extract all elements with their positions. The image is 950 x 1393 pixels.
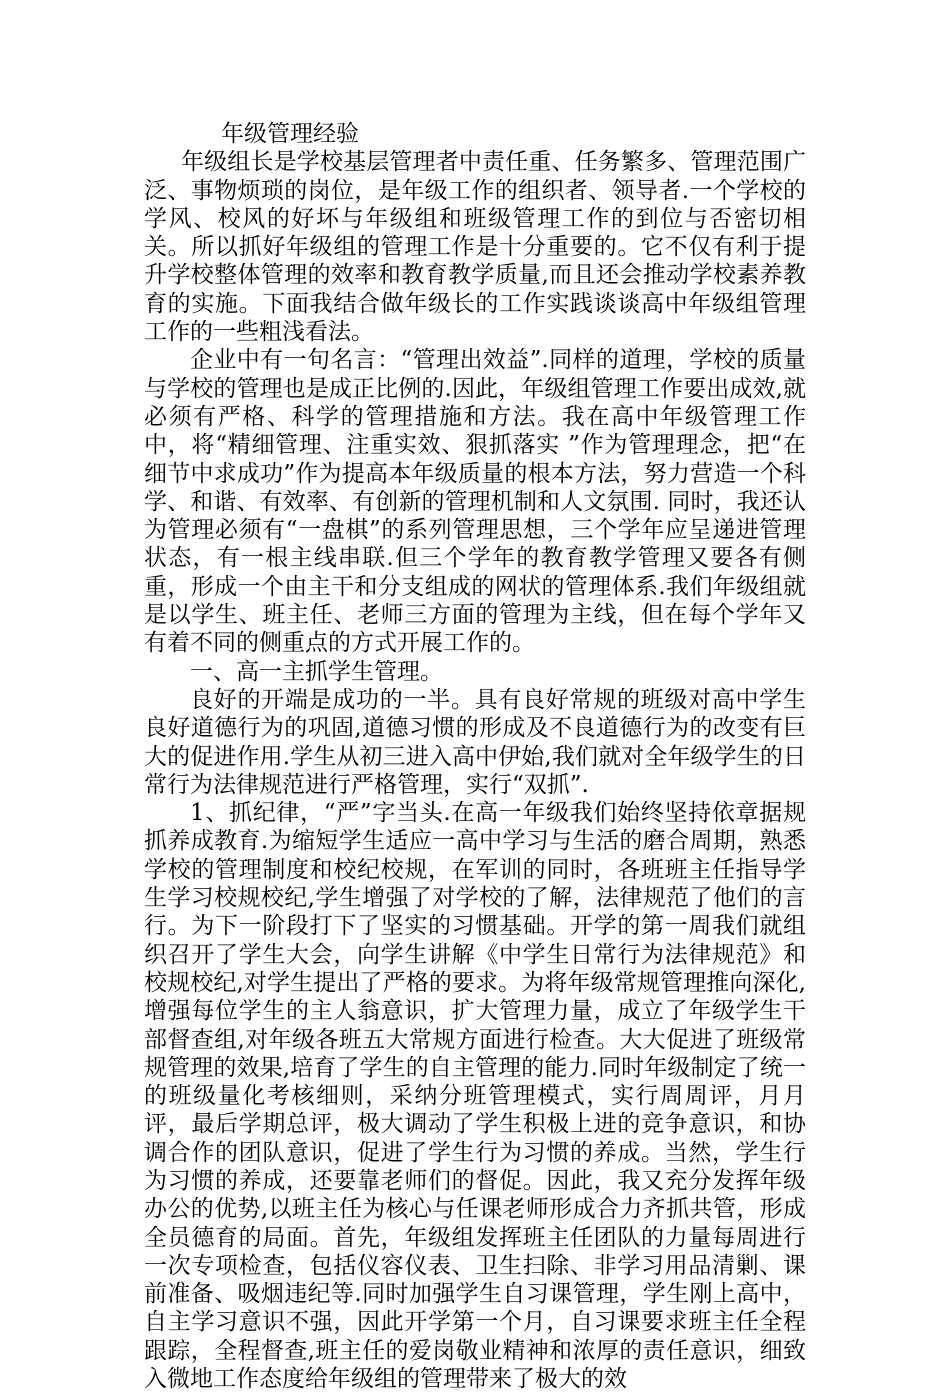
- document-page: [144, 120, 806, 1393]
- paragraph-management-philosophy: 企业中有一句名言：“管理出效益”.同样的道理，学校的质量与学校的管理也是成正比例的.因此，年级组管理工作要出成效,就必须有严格、科学的管理措施和方法。我在高中年级管理工作中，将“精细管理、注重实效、狠抓落实 ”作为管理理念，把“在细节中求成功”作为提高本年级质量的根本方法，努力营造一个科学、和谐、有效率、有创新的管理机制和人文氛围. 同时，我还认为管理必须有“一盘棋”的系列管理思想，三个学年应呈递进管理状态，有一根主线串联.但三个学年的教育教学管理又要各有侧重，形成一个由主干和分支组成的网状的管理体系.我们年级组就是以学生、班主任、老师三方面的管理为主线，但在每个学年又有着不同的侧重点的方式开展工作的。: [144, 347, 806, 657]
- paragraph-discipline: 1、抓纪律，“严”字当头.在高一年级我们始终坚持依章据规抓养成教育.为缩短学生适应一高中学习与生活的磨合周期，熟悉学校的管理制度和校纪校规，在军训的同时，各班班主任指导学生学习校规校纪,学生增强了对学校的了解，法律规范了他们的言行。为下一阶段打下了坚实的习惯基础。开学的第一周我们就组织召开了学生大会，向学生讲解《中学生日常行为法律规范》和校规校纪,对学生提出了严格的要求。为将年级常规管理推向深化,增强每位学生的主人翁意识，扩大管理力量，成立了年级学生干部督查组,对年级各班五大常规方面进行检查。大大促进了班级常规管理的效果,培育了学生的自主管理的能力.同时年级制定了统一的班级量化考核细则，采纳分班管理模式，实行周周评，月月评，最后学期总评，极大调动了学生积极上进的竞争意识，和协调合作的团队意识，促进了学生行为习惯的养成。当然，学生行为习惯的养成，还要靠老师们的督促。因此，我又充分发挥年级办公的优势,以班主任为核心与任课老师形成合力齐抓共管，形成全员德育的局面。首先，年级组发挥班主任团队的力量每周进行一次专项检查，包括仪容仪表、卫生扫除、非学习用品清剿、课前准备、吸烟违纪等.同时加强学生自习课管理，学生刚上高中，自主学习意识不强，因此开学第一个月，自习课要求班主任全程跟踪，全程督查,班主任的爱岗敬业精神和浓厚的责任意识，细致入微地工作态度给年级组的管理带来了极大的效: [144, 800, 806, 1393]
- section-heading-grade-one: 一、高一主抓学生管理。: [190, 658, 443, 685]
- document-title: 年级管理经验: [221, 121, 359, 147]
- paragraph-intro: 年级组长是学校基层管理者中责任重、任务繁多、管理范围广泛、事物烦琐的岗位，是年级工作的组织者、领导者.一个学校的学风、校风的好坏与年级组和班级管理工作的到位与否密切相关。所以抓好年级组的管理工作是十分重要的。它不仅有利于提升学校整体管理的效率和教育教学质量,而且还会推动学校素养教育的实施。下面我结合做年级长的工作实践谈谈高中年级组管理工作的一些粗浅看法。: [144, 149, 806, 346]
- paragraph-good-start: 良好的开端是成功的一半。具有良好常规的班级对高中学生良好道德行为的巩固,道德习惯的形成及不良道德行为的改变有巨大的促进作用.学生从初三进入高中伊始,我们就对全年级学生的日常行为法律规范进行严格管理，实行“双抓”.: [144, 686, 806, 798]
